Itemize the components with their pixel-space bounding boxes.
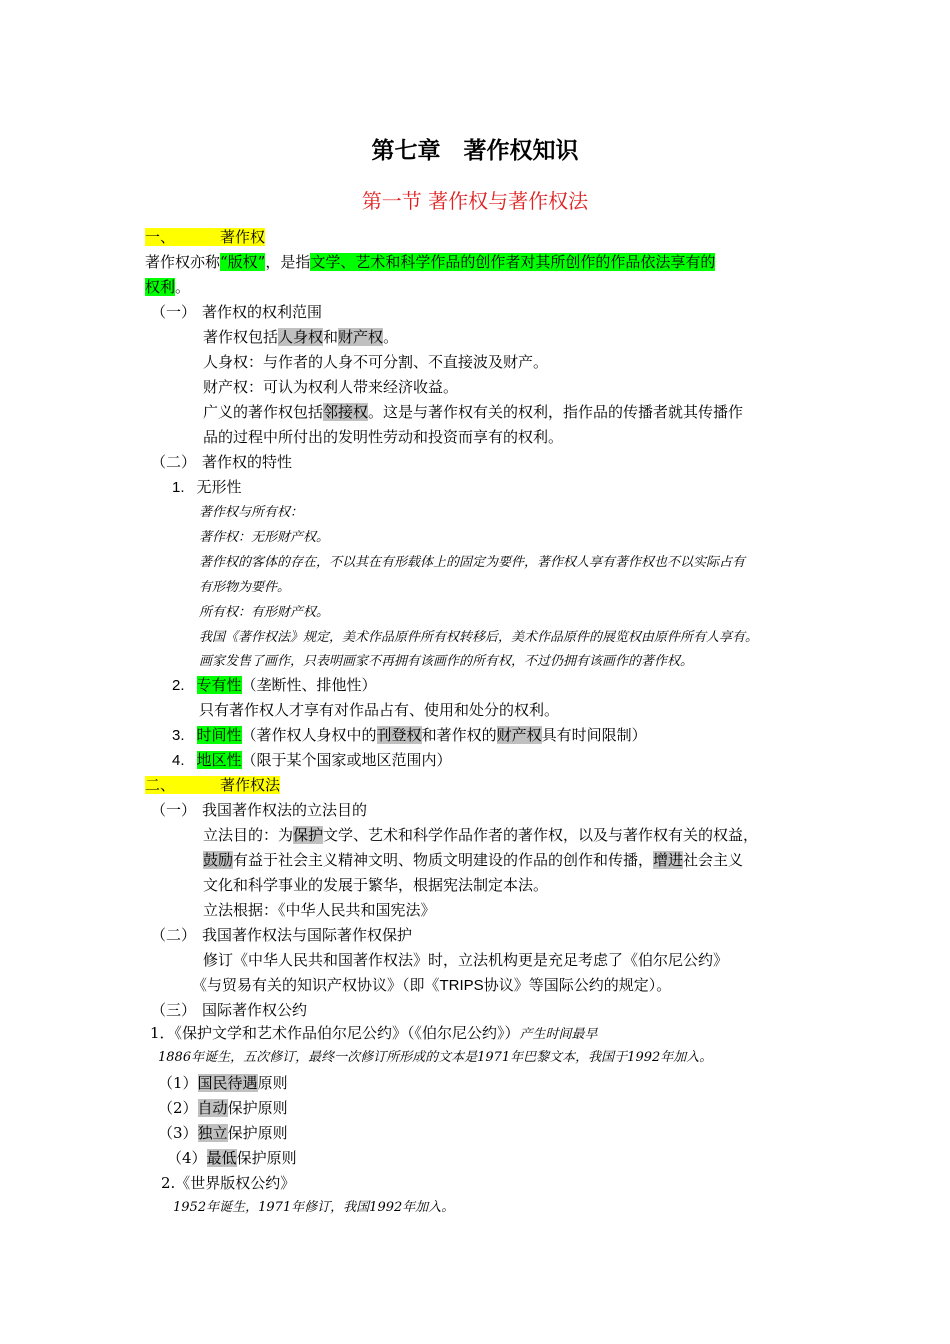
note-line: 有形物为要件。 (199, 580, 291, 595)
list-item: 4. 地区性（限于某个国家或地区范围内） (172, 751, 452, 769)
note-line: 1952年诞生，1971年修订，我国1992年加入。 (173, 1200, 455, 1215)
chapter-title: 第七章 著作权知识 (371, 137, 579, 164)
paragraph: 只有著作权人才享有对作品占有、使用和处分的权利。 (199, 701, 560, 719)
note-line: 画家发售了画作，只表明画家不再拥有该画作的所有权，不过仍拥有该画作的著作权。 (199, 654, 694, 669)
note-line: 所有权：有形财产权。 (199, 605, 330, 620)
note-line: 著作权与所有权： (199, 505, 304, 520)
note-line: 我国《著作权法》规定，美术作品原件所有权转移后，美术作品原件的展览权由原件所有人享有。 (199, 630, 759, 645)
definition-line-1: 著作权亦称“版权”，是指文学、艺术和科学作品的创作者对其所创作的作品依法享有的 (145, 253, 716, 271)
heading-1-text: 一、 著作权 (145, 228, 266, 246)
section-title: 第一节 著作权与著作权法 (361, 189, 589, 213)
paragraph: 《与贸易有关的知识产权协议》（即《TRIPS协议》等国际公约的规定）。 (192, 976, 672, 994)
paragraph: 立法目的：为保护文学、艺术和科学作品作者的著作权，以及与著作权有关的权益， (203, 826, 759, 844)
paragraph: 著作权包括人身权和财产权。 (203, 328, 399, 346)
paragraph: 立法根据：《中华人民共和国宪法》 (203, 901, 436, 919)
list-item: 2. 专有性（垄断性、排他性） (172, 676, 377, 694)
subheading-1-2: （二） 著作权的特性 (151, 453, 293, 471)
paragraph: 广义的著作权包括邻接权。这是与著作权有关的权利，指作品的传播者就其传播作 (203, 403, 744, 421)
heading-1 (145, 226, 265, 248)
definition-line-2: 权利。 (145, 278, 191, 296)
paragraph: 鼓励有益于社会主义精神文明、物质文明建设的作品的创作和传播，增进社会主义 (203, 851, 744, 869)
subheading-2-3: （三） 国际著作权公约 (151, 1001, 308, 1019)
note-line: 著作权：无形财产权。 (199, 530, 330, 545)
convention-item: 1．《保护文学和艺术作品伯尔尼公约》（《伯尔尼公约》）产生时间最早 (150, 1024, 598, 1042)
paragraph: 修订《中华人民共和国著作权法》时，立法机构更是充足考虑了《伯尔尼公约》 (203, 951, 729, 969)
heading-2 (145, 774, 280, 796)
paragraph: 品的过程中所付出的发明性劳动和投资而享有的权利。 (203, 428, 564, 446)
heading-2-text: 二、 著作权法 (145, 776, 281, 794)
subheading-2-2: （二） 我国著作权法与国际著作权保护 (151, 926, 413, 944)
subheading-1-1: （一） 著作权的权利范围 (151, 303, 323, 321)
principle-item: （1）国民待遇原则 (158, 1074, 288, 1092)
principle-item: （2）自动保护原则 (158, 1099, 288, 1117)
subheading-2-1: （一） 我国著作权法的立法目的 (151, 801, 368, 819)
paragraph: 人身权：与作者的人身不可分割、不直接波及财产。 (203, 353, 549, 371)
list-item: 3. 时间性（著作权人身权中的刊登权和著作权的财产权具有时间限制） (172, 726, 647, 744)
note-line: 1886年诞生，五次修订，最终一次修订所形成的文本是1971年巴黎文本，我国于1992年加入。 (158, 1050, 713, 1065)
list-item: 1. 无形性 (172, 478, 242, 496)
principle-item: （3）独立保护原则 (158, 1124, 288, 1142)
paragraph: 财产权：可认为权利人带来经济收益。 (203, 378, 459, 396)
principle-item: （4）最低保护原则 (167, 1149, 297, 1167)
note-line: 著作权的客体的存在，不以其在有形载体上的固定为要件，著作权人享有著作权也不以实际占有 (199, 555, 746, 570)
paragraph: 文化和科学事业的发展于繁华，根据宪法制定本法。 (203, 876, 549, 894)
convention-item: 2.《世界版权公约》 (161, 1174, 296, 1192)
